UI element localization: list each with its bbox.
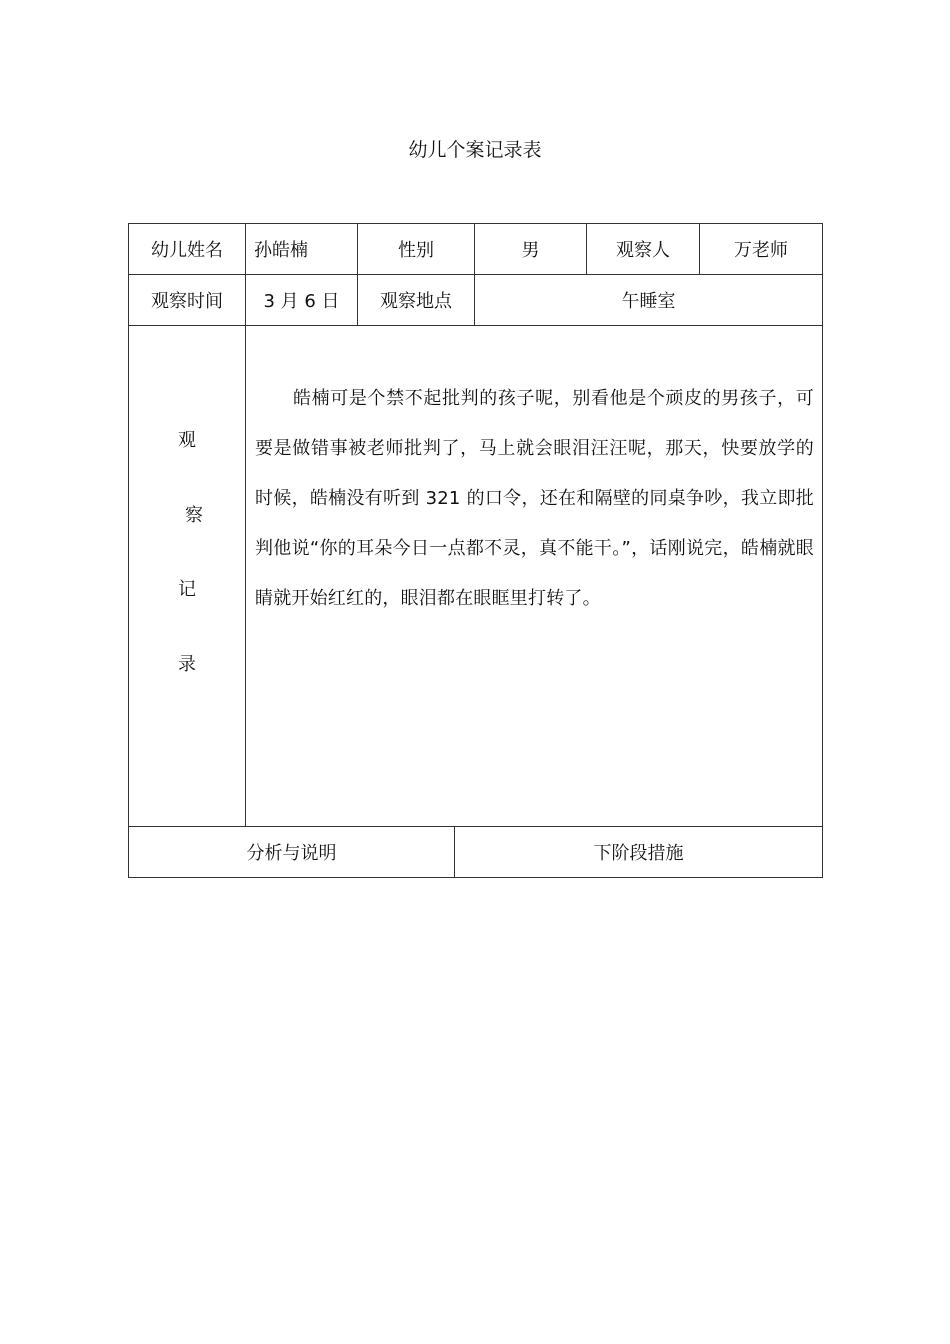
gender-label: 性别 [358, 224, 475, 275]
row-analysis [129, 827, 823, 878]
next-step-label: 下阶段措施 [455, 827, 823, 878]
record-label [129, 326, 245, 826]
record-body-cell [246, 326, 823, 827]
record-label-char: 录 [178, 654, 196, 675]
page-title: 幼儿个案记录表 [408, 139, 542, 161]
record-label-char: 记 [178, 579, 196, 600]
record-label-char: 察 [185, 505, 203, 526]
record-form-table [128, 223, 823, 878]
record-label-cell [129, 326, 246, 827]
gender-value: 男 [475, 224, 587, 275]
child-name-value: 孙皓楠 [246, 224, 358, 275]
observer-label: 观察人 [587, 224, 700, 275]
record-label-char: 观 [178, 430, 196, 451]
time-value: 3 月 6 日 [246, 275, 358, 326]
observer-value: 万老师 [700, 224, 823, 275]
place-value: 午睡室 [475, 275, 823, 326]
analysis-label: 分析与说明 [129, 827, 455, 878]
row-basic-info [129, 224, 823, 275]
place-label: 观察地点 [358, 275, 475, 326]
row-observation-record [129, 326, 823, 827]
child-name-label: 幼儿姓名 [129, 224, 246, 275]
time-label: 观察时间 [129, 275, 246, 326]
row-time-place [129, 275, 823, 326]
observation-text: 皓楠可是个禁不起批判的孩子呢，别看他是个顽皮的男孩子，可要是做错事被老师批判了，马上就会眼泪汪汪呢，那天，快要放学的时候，皓楠没有听到 321 的口令，还在和隔壁的同桌争吵，我立即批判他说“你的耳朵今日一点都不灵，真不能干。”，话刚说完，皓楠就眼睛就开始红红的，眼泪都在眼眶里打转了。 [255, 388, 814, 609]
